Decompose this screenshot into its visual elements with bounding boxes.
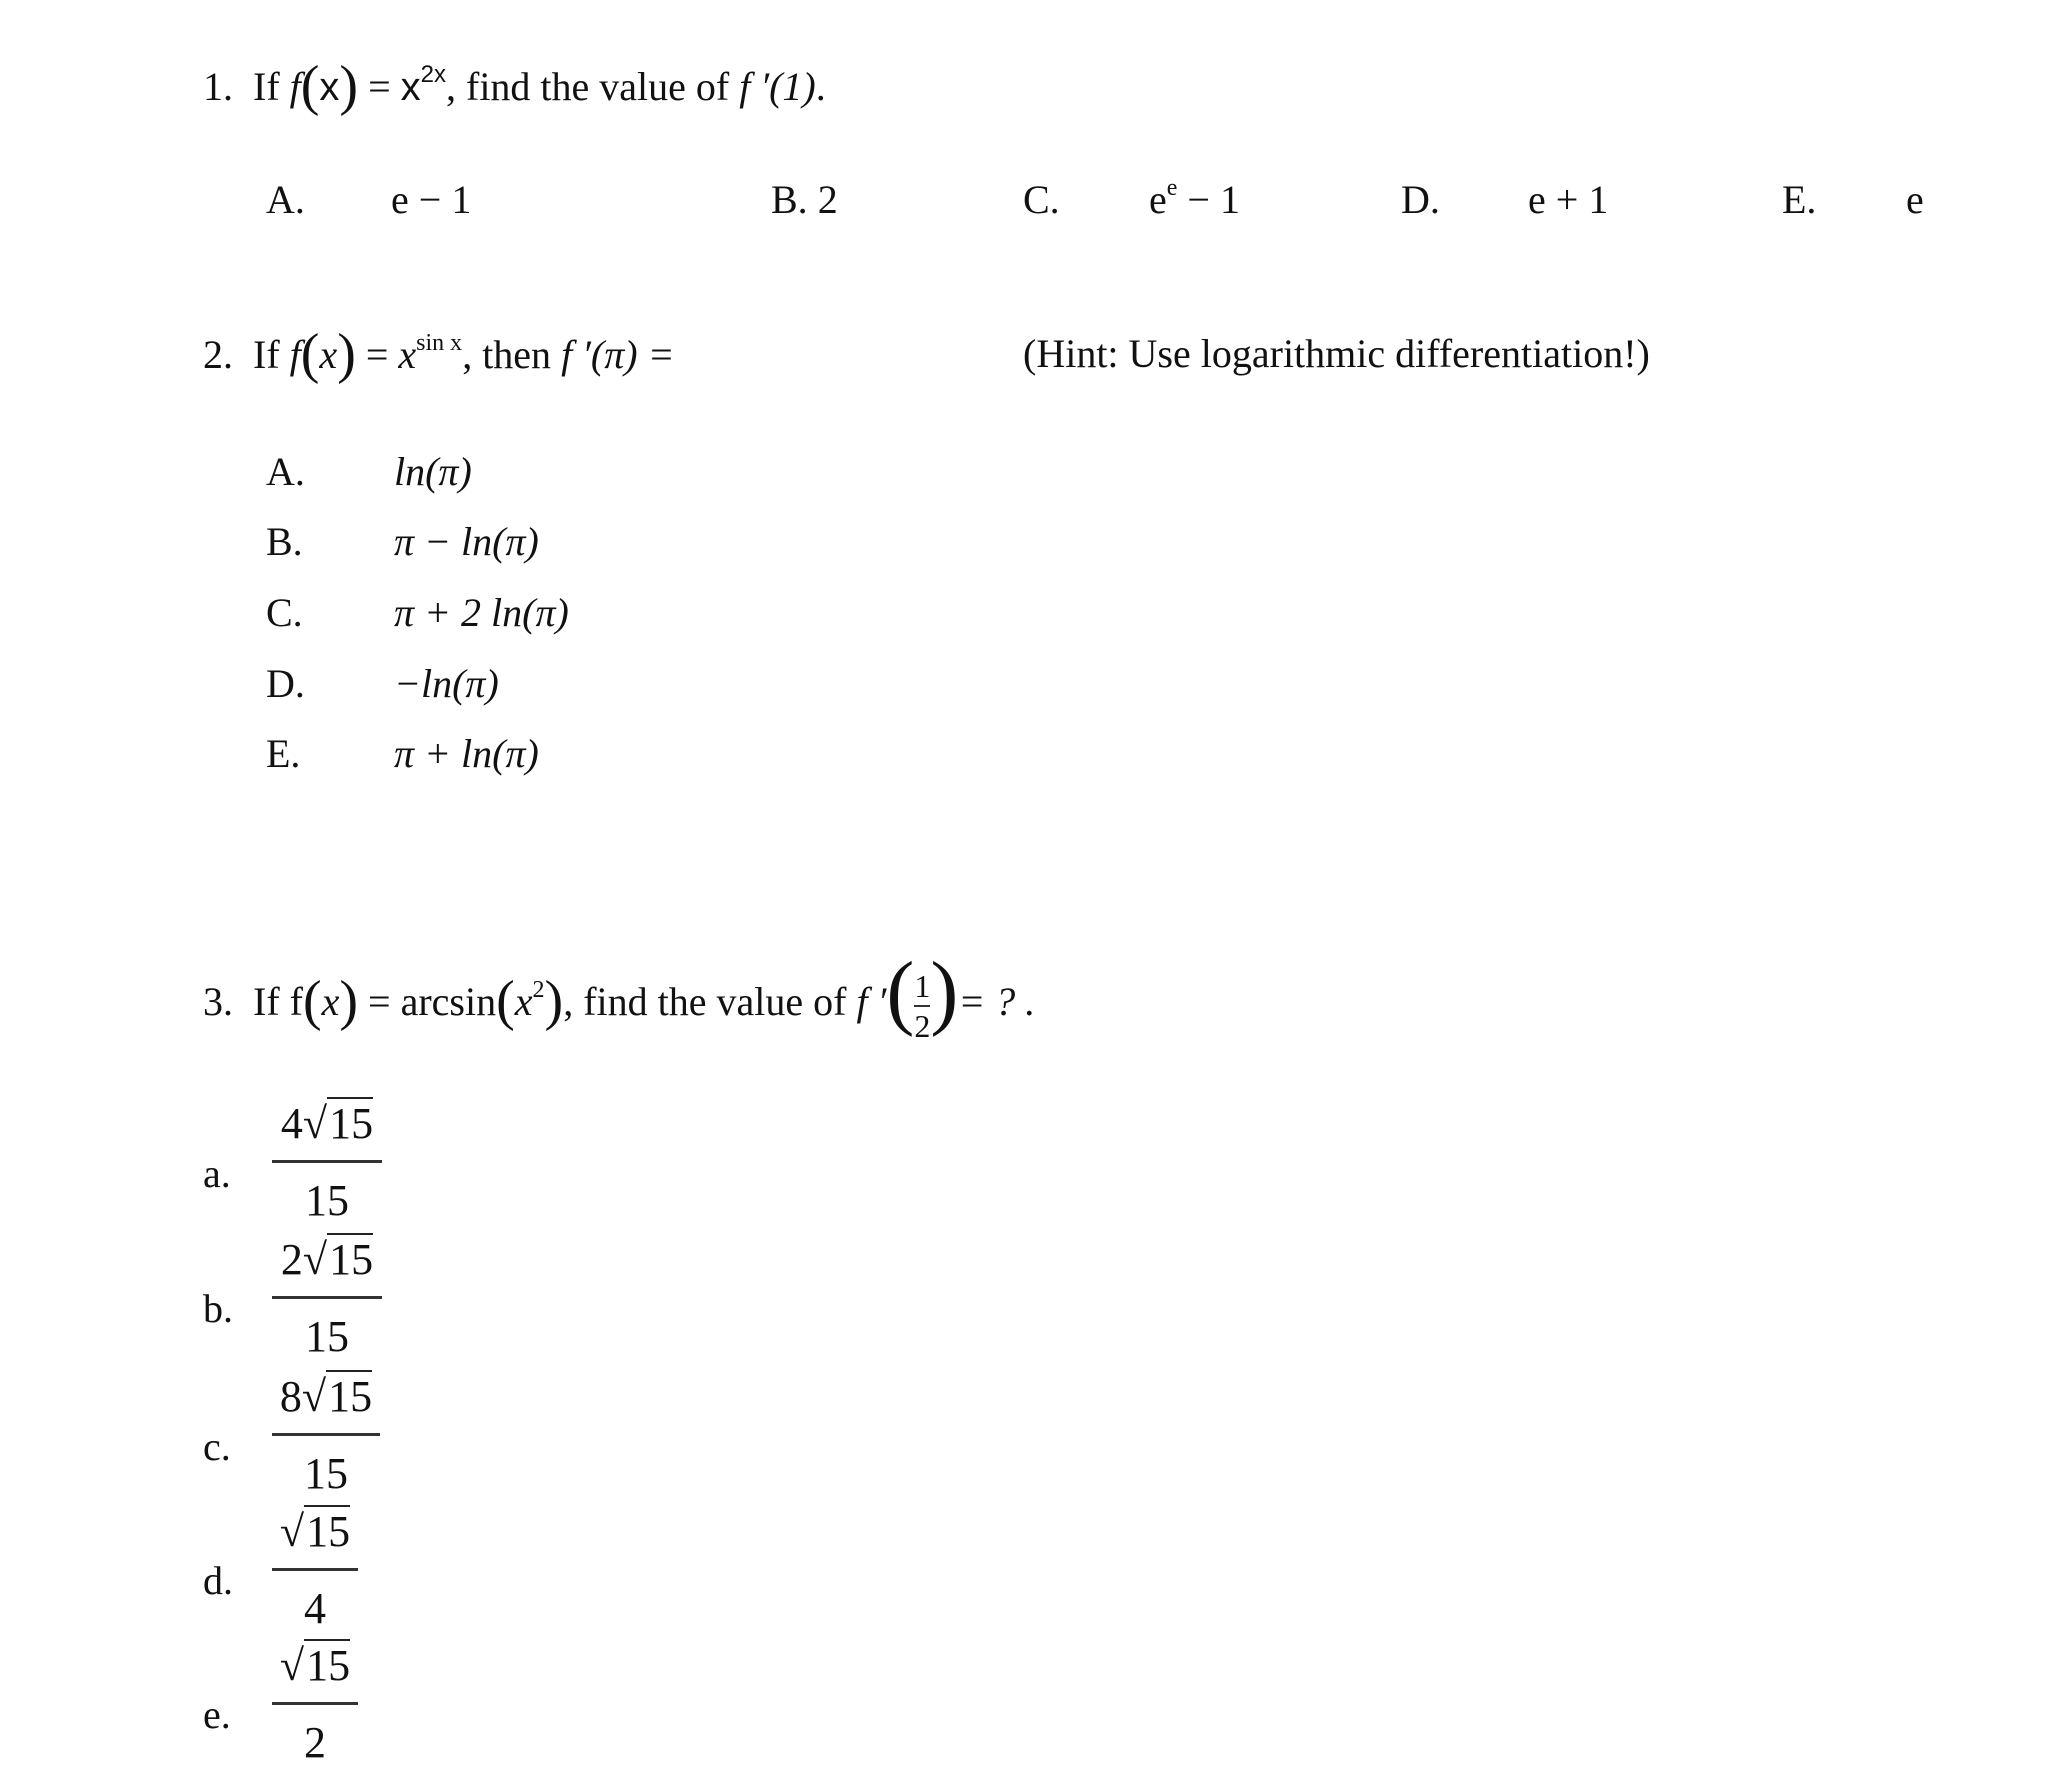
option-letter: d. [203, 1558, 233, 1603]
hint-text: (Hint: Use logarithmic differentiation!) [1023, 331, 1650, 376]
option-letter: C. [266, 590, 303, 635]
question-1: 1. If $f(x) = x^{2x}$, find the value of f ′(1). [203, 55, 826, 117]
radicand: 15 [329, 1099, 374, 1148]
denominator: 15 [305, 1176, 349, 1225]
option-value: π − ln(π) [394, 519, 539, 564]
option-fraction: 2√15 15 [272, 1236, 382, 1361]
text: = ? . [958, 979, 1036, 1024]
option-letter: E. [266, 731, 301, 776]
equals: = arcsin [368, 979, 497, 1024]
coefficient: 8 [279, 1372, 302, 1421]
radicand: 15 [328, 1372, 373, 1421]
fraction-bar [272, 1702, 358, 1705]
denominator: 2 [914, 1007, 931, 1044]
exponent: 2 [532, 977, 545, 1003]
option-letter: b. [203, 1286, 233, 1331]
option-value: e − 1 [391, 177, 472, 222]
base: x [514, 979, 533, 1024]
text: If f [253, 979, 303, 1024]
option-value: π + 2 ln(π) [394, 590, 569, 635]
option-letter: A. [266, 449, 305, 494]
question-number: 1. [203, 64, 233, 109]
target-expression: f ′(1) [739, 64, 816, 109]
option-fraction: √15 4 [272, 1508, 358, 1633]
option-letter: C. [1023, 177, 1060, 222]
function-arg: x [321, 979, 340, 1024]
target-expression: f ′(π) = [561, 332, 675, 377]
option-value: 2 [817, 177, 838, 222]
function-arg: x [319, 332, 338, 377]
option-letter: E. [1782, 177, 1817, 222]
text: If [253, 332, 280, 377]
radicand: 15 [306, 1507, 351, 1556]
option-fraction: √15 2 [272, 1642, 358, 1767]
exponent: sin x [416, 330, 463, 356]
denominator: 15 [304, 1449, 348, 1498]
function-arg: x [319, 65, 340, 109]
coefficient: 2 [280, 1235, 303, 1284]
base: x [400, 65, 421, 109]
fraction-bar [914, 1005, 930, 1007]
denominator: 15 [305, 1312, 349, 1361]
question-2: 2. If $f(x) = x^{sin x}$, then f ′(π) = [203, 323, 675, 385]
exponent: e [1166, 175, 1178, 201]
question-3: 3. If $f(x) = \arcsin(x^2)$, find the value of f ′( $\frac{1}{2}$ )= ? . [203, 945, 1036, 1044]
equals: = [368, 64, 391, 109]
option-letter: a. [203, 1151, 231, 1196]
numerator: 1 [914, 967, 931, 1004]
radicand: 15 [306, 1641, 351, 1690]
option-value: e [1906, 177, 1924, 222]
option-letter: e. [203, 1692, 231, 1737]
fraction [914, 969, 930, 1043]
denominator: 4 [304, 1584, 326, 1633]
text: , find the value of [563, 979, 847, 1024]
option-letter: B. [266, 519, 303, 564]
option-value: −ln(π) [394, 661, 499, 706]
coefficient: 4 [280, 1099, 303, 1148]
text: If [253, 64, 280, 109]
option-letter: A. [266, 177, 305, 222]
option-value [1149, 176, 1240, 224]
option-value: e + 1 [1528, 177, 1609, 222]
fraction-bar [272, 1160, 382, 1163]
function-name: f [289, 64, 301, 109]
equals: = [365, 332, 389, 377]
fraction-bar [272, 1296, 382, 1299]
text: , then [462, 332, 552, 377]
option-value: ln(π) [394, 449, 472, 494]
option-value: π + ln(π) [394, 731, 539, 776]
question-number: 3. [203, 979, 233, 1024]
text: . [815, 64, 826, 109]
target-function: f ′ [856, 979, 887, 1024]
question-number: 2. [203, 332, 233, 377]
text: − 1 [1177, 177, 1240, 222]
option-letter: D. [1401, 177, 1440, 222]
fraction-bar [272, 1433, 380, 1436]
option-letter: B. [771, 177, 808, 222]
option-b [771, 176, 838, 224]
denominator: 2 [304, 1718, 326, 1767]
exponent: 2x [420, 61, 446, 88]
base: e [1149, 177, 1167, 222]
option-fraction: 8√15 15 [272, 1373, 380, 1498]
fraction-bar [272, 1568, 358, 1571]
function-name: f [289, 332, 301, 377]
option-letter: c. [203, 1424, 231, 1469]
radicand: 15 [329, 1235, 374, 1284]
option-fraction: 4√15 15 [272, 1100, 382, 1225]
option-letter: D. [266, 661, 305, 706]
text: , find the value of [446, 64, 730, 109]
base: x [398, 332, 417, 377]
